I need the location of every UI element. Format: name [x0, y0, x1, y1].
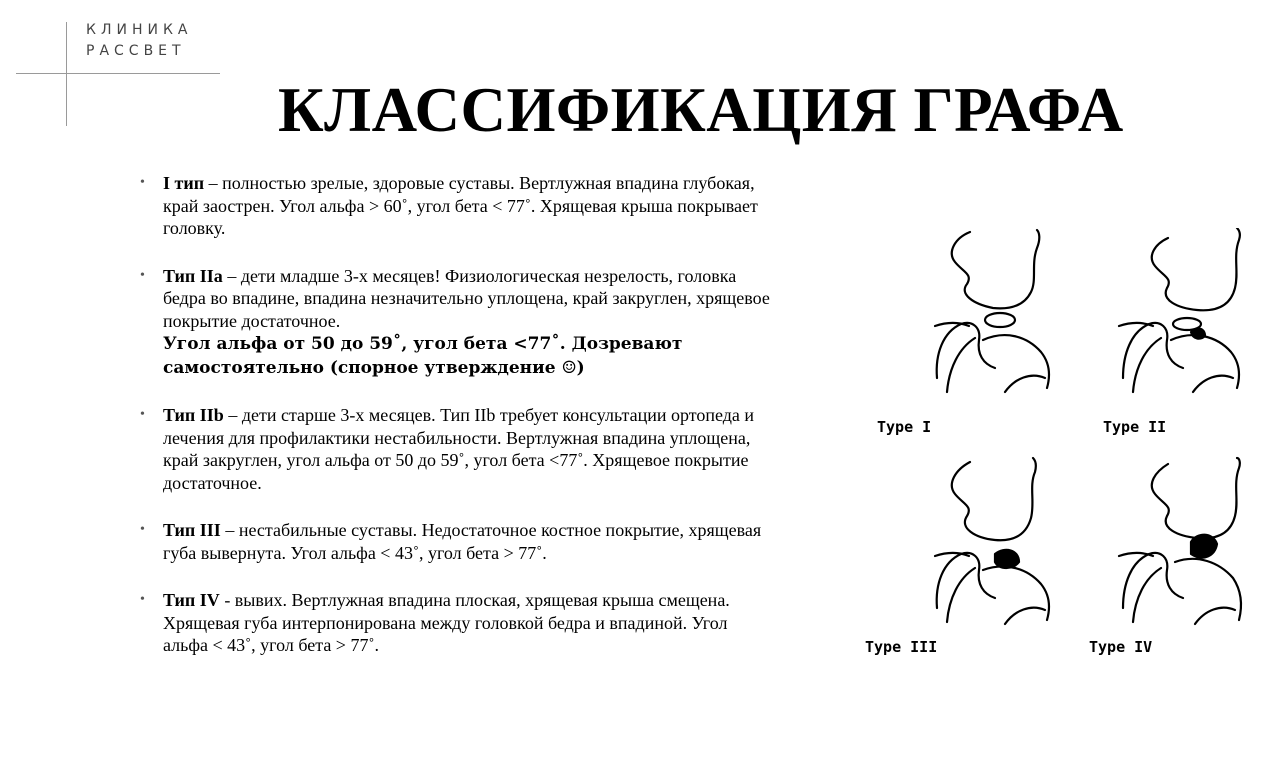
list-item-type-2a [140, 265, 775, 380]
item-text: – дети младше 3-х месяцев! Физиологическая незрелость, головка бедра во впадине, впадина незначительно уплощена, край закруглен, хрящевое покрытие достаточное. [163, 265, 770, 331]
bullet: • [140, 175, 145, 190]
type-4-label: Type IV [1089, 638, 1153, 656]
item-text: – полностью зрелые, здоровые суставы. Вертлужная впадина глубокая, край заострен. Угол альфа > 60˚, угол бета < 77˚. Хрящевая крыша покрывает головку. [163, 173, 758, 238]
bullet: • [140, 592, 145, 607]
type-3-label: Type III [865, 638, 938, 656]
item-text: – нестабильные суставы. Недостаточное костное покрытие, хрящевая губа вывернута. Угол альфа < 43˚, угол бета > 77˚. [163, 520, 762, 563]
logo-horizontal-line [16, 73, 220, 74]
bullet: • [140, 407, 145, 422]
bullet: • [140, 267, 145, 283]
clinic-logo [86, 20, 192, 62]
item-text: - вывих. Вертлужная впадина плоская, хрящевая крыша смещена. Хрящевая губа интерпонирована между головкой бедра и впадиной. Угол альфа < 43˚, угол бета > 77˚. [163, 590, 730, 655]
item-label: Тип III [163, 520, 221, 540]
slide-title: КЛАССИФИКАЦИЯ ГРАФА [278, 75, 1124, 145]
item-bold-text: Угол альфа от 50 до 59˚, угол бета <77˚. Дозревают самостоятельно (спорное утверждение ☺) [163, 334, 683, 378]
item-label: Тип IV [163, 590, 220, 610]
hip-sketch-type-4 [1119, 458, 1241, 624]
logo-vertical-line [66, 22, 67, 126]
type-2-label: Type II [1103, 418, 1167, 436]
bullet: • [140, 522, 145, 537]
item-label: Тип IIb [163, 405, 224, 425]
type-1-label: Type I [877, 418, 932, 436]
classification-list [140, 172, 775, 657]
list-item-type-1 [140, 172, 775, 240]
list-item-type-3 [140, 519, 775, 564]
item-label: Тип IIa [163, 265, 223, 286]
hip-sketch-type-1 [935, 230, 1049, 392]
list-item-type-4 [140, 589, 775, 657]
item-text: – дети старше 3-х месяцев. Тип IIb требует консультации ортопеда и лечения для профилактики нестабильности. Вертлужная впадина уплощена, край закруглен, угол альфа от 50 до 59˚, угол бета <77˚. Хрящевое покрытие достаточное. [163, 405, 755, 493]
item-label: I тип [163, 173, 205, 193]
graf-types-figure [855, 228, 1265, 668]
logo-line-1: КЛИНИКА [86, 22, 193, 38]
logo-line-2: РАССВЕТ [86, 43, 186, 59]
list-item-type-2b [140, 404, 775, 494]
hip-sketch-type-3 [935, 458, 1049, 624]
hip-sketch-type-2 [1119, 228, 1240, 392]
